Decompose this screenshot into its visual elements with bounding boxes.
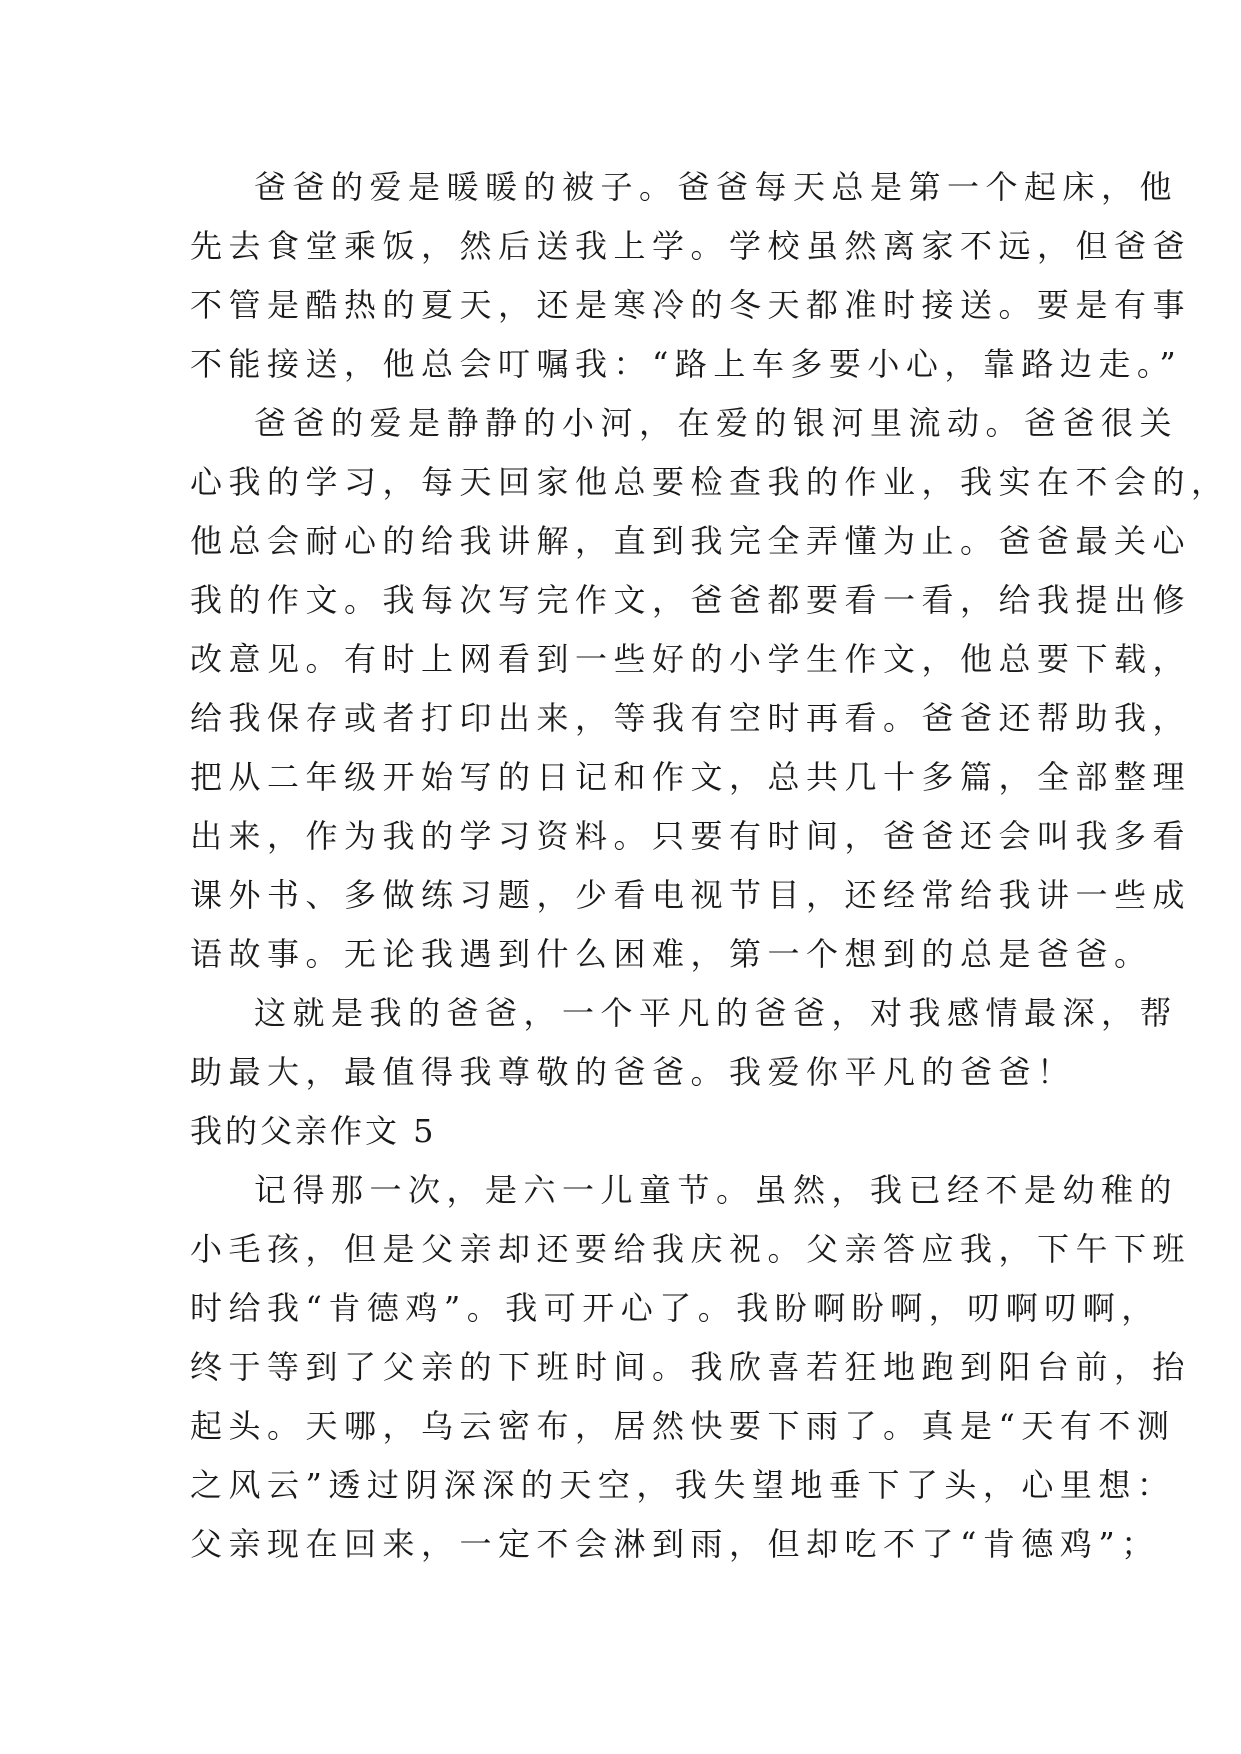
paragraph-3 [190, 984, 1179, 1102]
paragraph-2 [190, 394, 1230, 984]
text-line: 记得那一次，是六一儿童节。虽然，我已经不是幼稚的 [254, 1171, 1179, 1209]
text-line: 课外书、多做练习题，少看电视节目，还经常给我讲一些成 [190, 876, 1192, 914]
text-line: 出来，作为我的学习资料。只要有时间，爸爸还会叫我多看 [190, 817, 1192, 855]
text-line: 这就是我的爸爸，一个平凡的爸爸，对我感情最深，帮 [254, 994, 1179, 1032]
text-line: 小毛孩，但是父亲却还要给我庆祝。父亲答应我，下午下班 [190, 1230, 1192, 1268]
section-heading: 我的父亲作文 5 [190, 1112, 437, 1150]
text-line: 之风云”透过阴深深的天空，我失望地垂下了头，心里想： [190, 1466, 1176, 1504]
text-line: 爸爸的爱是静静的小河，在爱的银河里流动。爸爸很关 [254, 404, 1179, 442]
text-line: 爸爸的爱是暖暖的被子。爸爸每天总是第一个起床，他 [254, 168, 1179, 206]
paragraph-4 [190, 1161, 1192, 1574]
text-line: 父亲现在回来，一定不会淋到雨，但却吃不了“肯德鸡”； [190, 1525, 1160, 1563]
text-line: 起头。天哪，乌云密布，居然快要下雨了。真是“天有不测 [190, 1407, 1176, 1445]
text-line: 终于等到了父亲的下班时间。我欣喜若狂地跑到阳台前，抬 [190, 1348, 1192, 1386]
text-line: 心我的学习，每天回家他总要检查我的作业，我实在不会的， [190, 463, 1230, 501]
text-line: 我的作文。我每次写完作文，爸爸都要看一看，给我提出修 [190, 581, 1192, 619]
paragraph-1 [190, 158, 1192, 394]
text-line: 不能接送，他总会叮嘱我：“路上车多要小心，靠路边走。” [190, 345, 1183, 383]
text-line: 把从二年级开始写的日记和作文，总共几十多篇，全部整理 [190, 758, 1192, 796]
text-line: 改意见。有时上网看到一些好的小学生作文，他总要下载， [190, 640, 1192, 678]
text-line: 助最大，最值得我尊敬的爸爸。我爱你平凡的爸爸！ [190, 1053, 1076, 1091]
text-line: 给我保存或者打印出来，等我有空时再看。爸爸还帮助我， [190, 699, 1192, 737]
text-line: 时给我“肯德鸡”。我可开心了。我盼啊盼啊，叨啊叨啊， [190, 1289, 1160, 1327]
text-line: 不管是酷热的夏天，还是寒冷的冬天都准时接送。要是有事 [190, 286, 1192, 324]
text-line: 他总会耐心的给我讲解，直到我完全弄懂为止。爸爸最关心 [190, 522, 1192, 560]
text-line: 先去食堂乘饭，然后送我上学。学校虽然离家不远，但爸爸 [190, 227, 1192, 265]
text-line: 语故事。无论我遇到什么困难，第一个想到的总是爸爸。 [190, 935, 1153, 973]
document-body [190, 158, 1230, 1574]
